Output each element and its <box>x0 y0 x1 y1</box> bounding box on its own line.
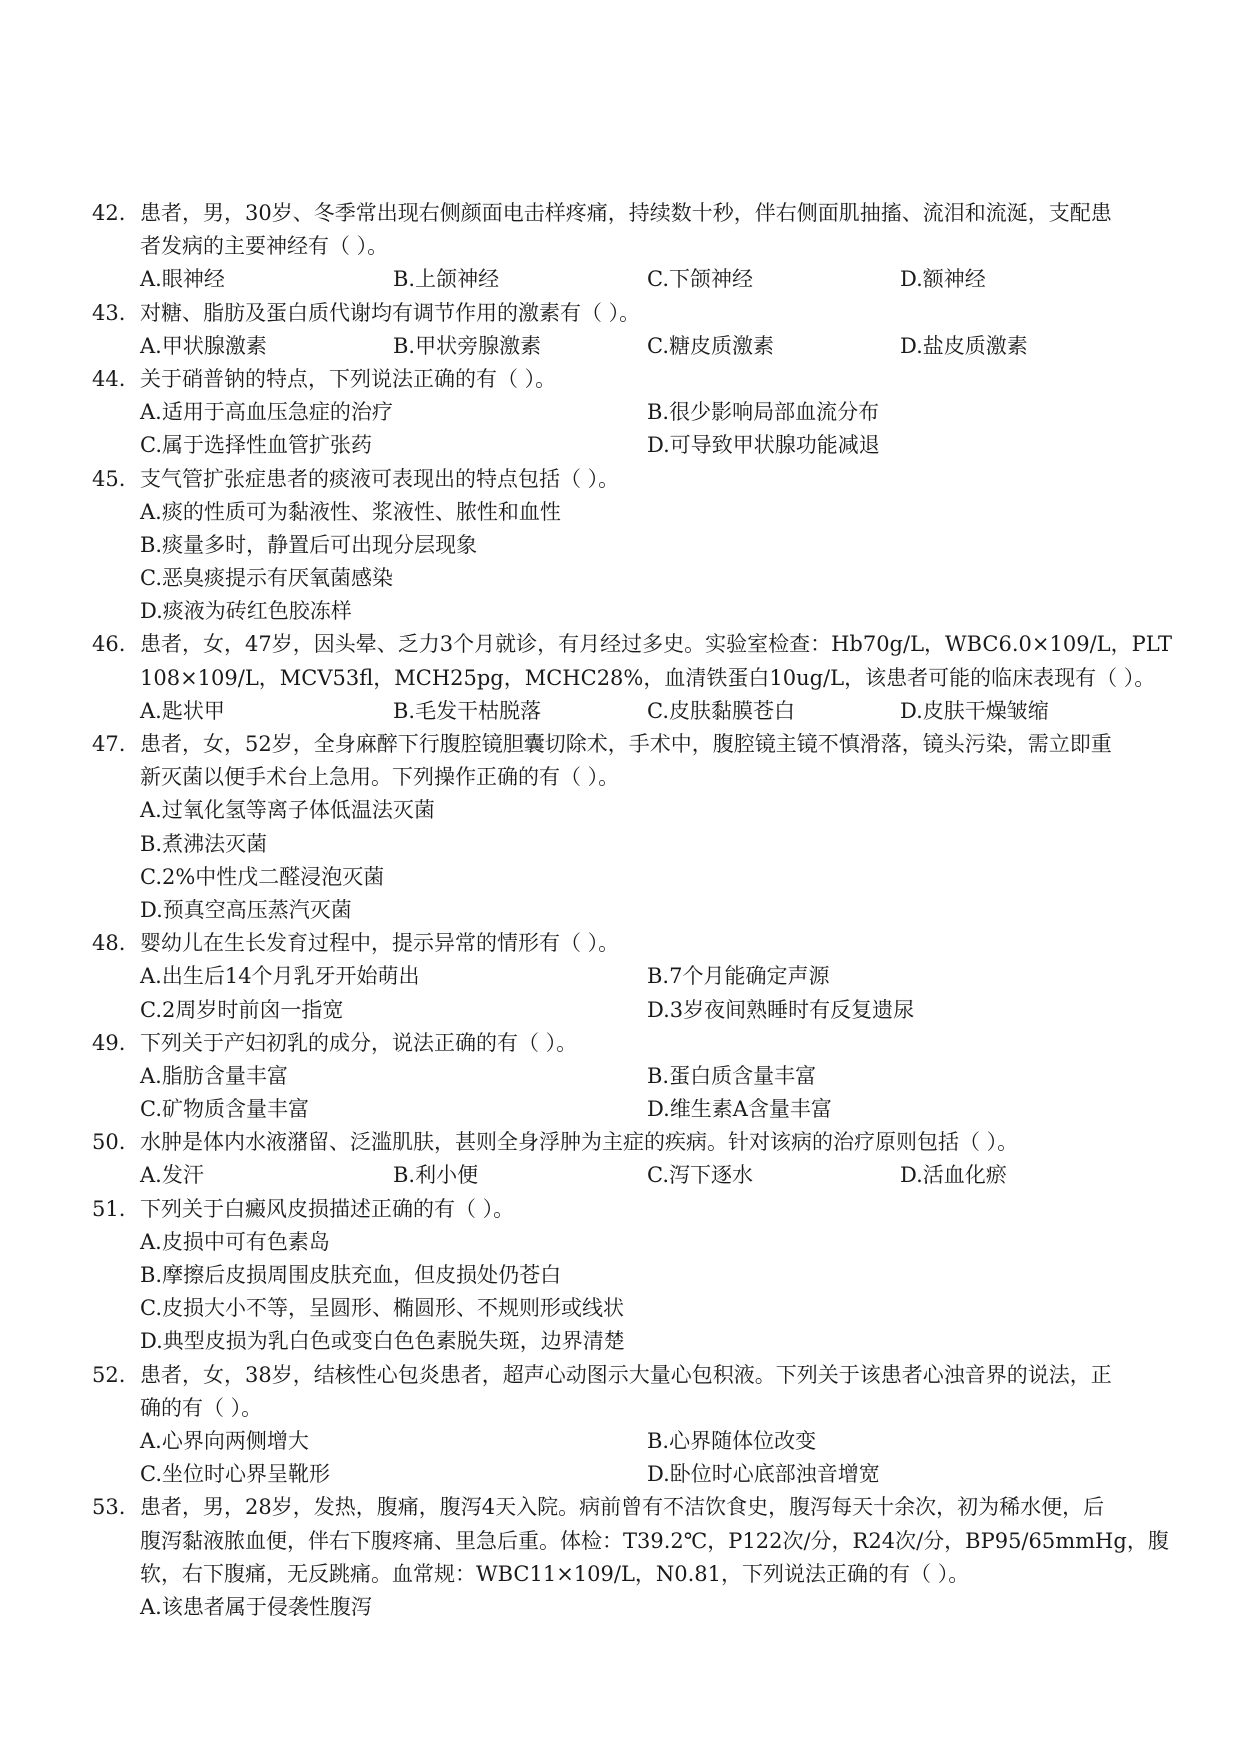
answer-option: A.适用于高血压急症的治疗 <box>140 400 393 425</box>
option-row <box>92 1591 1152 1624</box>
question-item <box>92 197 1152 297</box>
option-row <box>92 1425 1152 1458</box>
answer-option: B.7个月能确定声源 <box>647 964 830 989</box>
answer-option: B.利小便 <box>393 1163 479 1188</box>
option-group <box>140 529 1152 562</box>
question-stem-line <box>92 1193 1152 1226</box>
option-group <box>140 396 1152 429</box>
answer-option: A.过氧化氢等离子体低温法灭菌 <box>140 798 435 823</box>
option-group <box>140 861 1152 894</box>
question-number: 49. <box>92 1030 126 1055</box>
question-stem-text: 患者，女，38岁，结核性心包炎患者，超声心动图示大量心包积液。下列关于该患者心浊音界的说法，正 <box>140 1362 1112 1387</box>
answer-option: B.煮沸法灭菌 <box>140 831 268 856</box>
answer-option: D.活血化瘀 <box>900 1163 1007 1188</box>
question-number: 46. <box>92 632 126 657</box>
answer-option: B.痰量多时，静置后可出现分层现象 <box>140 532 478 557</box>
question-number: 44. <box>92 366 126 391</box>
question-item <box>92 363 1152 463</box>
question-stem-text: 对糖、脂肪及蛋白质代谢均有调节作用的激素有（ ）。 <box>140 300 641 325</box>
option-group <box>140 1591 1152 1624</box>
question-item <box>92 297 1152 363</box>
question-stem-line <box>92 1525 1169 1558</box>
option-row <box>92 695 1152 728</box>
question-stem-text: 患者，男，30岁、冬季常出现右侧颜面电击样疼痛，持续数十秒，伴右侧面肌抽搐、流泪和流涎，支配患 <box>140 201 1112 225</box>
question-number: 42. <box>92 201 126 225</box>
option-row <box>92 994 1152 1027</box>
answer-option: A.出生后14个月乳牙开始萌出 <box>140 964 420 989</box>
question-stem-line <box>92 297 1152 330</box>
question-stem-text: 关于硝普钠的特点，下列说法正确的有（ ）。 <box>140 366 557 391</box>
option-row <box>92 1093 1152 1126</box>
answer-option: C.下颌神经 <box>647 267 753 292</box>
answer-option: B.心界随体位改变 <box>647 1428 817 1453</box>
option-row <box>92 794 1152 827</box>
answer-option: D.3岁夜间熟睡时有反复遗尿 <box>647 997 915 1022</box>
option-row <box>92 828 1152 861</box>
option-group <box>140 894 1152 927</box>
exam-page <box>92 197 1172 1624</box>
answer-option: B.蛋白质含量丰富 <box>647 1063 817 1088</box>
option-group <box>140 994 1152 1027</box>
question-number: 48. <box>92 931 126 956</box>
option-group <box>140 1093 1152 1126</box>
question-stem-text: 婴幼儿在生长发育过程中，提示异常的情形有（ ）。 <box>140 931 620 956</box>
question-stem-text: 患者，女，47岁，因头晕、乏力3个月就诊，有月经过多史。实验室检查：Hb70g/L，WBC6.0×109/L，PLT <box>140 632 1172 657</box>
answer-option: A.脂肪含量丰富 <box>140 1063 288 1088</box>
option-row <box>92 1159 1152 1192</box>
option-group <box>140 595 1152 628</box>
option-row <box>92 1292 1152 1325</box>
answer-option: C.皮损大小不等，呈圆形、椭圆形、不规则形或线状 <box>140 1296 624 1321</box>
option-group <box>140 1425 1152 1458</box>
question-stem-line <box>92 728 1152 761</box>
question-stem-text: 者发病的主要神经有（ ）。 <box>140 234 389 259</box>
question-stem-text: 下列关于产妇初乳的成分，说法正确的有（ ）。 <box>140 1030 578 1055</box>
answer-option: D.额神经 <box>900 267 986 292</box>
question-stem-line <box>92 1027 1152 1060</box>
answer-option: C.矿物质含量丰富 <box>140 1097 309 1122</box>
question-stem-line <box>92 662 1156 695</box>
answer-option: C.坐位时心界呈靴形 <box>140 1462 330 1487</box>
answer-option: C.皮肤黏膜苍白 <box>647 698 795 723</box>
question-stem-line <box>92 1558 1152 1591</box>
question-stem-line <box>92 927 1152 960</box>
option-row <box>92 595 1152 628</box>
option-group <box>140 1159 1152 1192</box>
answer-option: A.心界向两侧增大 <box>140 1428 309 1453</box>
question-stem-line <box>92 230 1152 263</box>
option-group <box>140 828 1152 861</box>
question-number: 53. <box>92 1495 126 1520</box>
question-stem-line <box>92 761 1152 794</box>
question-stem-line <box>92 1359 1152 1392</box>
question-item <box>92 1359 1152 1492</box>
option-row <box>92 562 1152 595</box>
question-stem-text: 下列关于白癜风皮损描述正确的有（ ）。 <box>140 1196 515 1221</box>
answer-option: D.痰液为砖红色胶冻样 <box>140 599 352 624</box>
option-group <box>140 263 1152 296</box>
question-number: 45. <box>92 466 126 491</box>
option-group <box>140 695 1152 728</box>
option-group <box>140 1226 1152 1259</box>
question-stem-text: 确的有（ ）。 <box>140 1395 263 1420</box>
answer-option: A.眼神经 <box>140 267 225 292</box>
question-stem-line <box>92 197 1152 230</box>
answer-option: D.维生素A含量丰富 <box>647 1097 832 1122</box>
question-item <box>92 463 1152 629</box>
question-stem-line <box>92 1392 1152 1425</box>
option-group <box>140 1325 1152 1358</box>
option-row <box>92 529 1152 562</box>
question-stem-line <box>92 363 1152 396</box>
answer-option: D.盐皮质激素 <box>900 333 1028 358</box>
question-number: 51. <box>92 1196 126 1221</box>
option-group <box>140 429 1152 462</box>
question-number: 52. <box>92 1362 126 1387</box>
question-stem-text: 患者，男，28岁，发热，腹痛，腹泻4天入院。病前曾有不洁饮食史，腹泻每天十余次，初为稀水便，后 <box>140 1495 1105 1520</box>
answer-option: D.典型皮损为乳白色或变白色色素脱失斑，边界清楚 <box>140 1329 625 1354</box>
answer-option: D.预真空高压蒸汽灭菌 <box>140 897 352 922</box>
question-stem-text: 患者，女，52岁，全身麻醉下行腹腔镜胆囊切除术，手术中，腹腔镜主镜不慎滑落，镜头污染，需立即重 <box>140 732 1112 756</box>
question-stem-text: 水肿是体内水液潴留、泛滥肌肤，甚则全身浮肿为主症的疾病。针对该病的治疗原则包括（ ）。 <box>140 1130 1019 1155</box>
question-item <box>92 628 1172 728</box>
question-stem-line <box>92 1491 1152 1524</box>
question-item <box>92 927 1152 1027</box>
question-item <box>92 1193 1152 1359</box>
option-row <box>92 1458 1152 1491</box>
option-row <box>92 263 1152 296</box>
option-group <box>140 496 1152 529</box>
question-stem-line <box>92 628 1172 661</box>
option-group <box>140 330 1152 363</box>
question-stem-text: 软，右下腹痛，无反跳痛。血常规：WBC11×109/L，N0.81，下列说法正确的有（ ）。 <box>140 1561 970 1586</box>
question-stem-line <box>92 1126 1152 1159</box>
answer-option: C.属于选择性血管扩张药 <box>140 433 372 458</box>
answer-option: A.发汗 <box>140 1163 204 1188</box>
option-row <box>92 861 1152 894</box>
option-group <box>140 1259 1152 1292</box>
answer-option: B.上颌神经 <box>393 267 500 292</box>
option-row <box>92 960 1152 993</box>
option-row <box>92 1325 1152 1358</box>
option-group <box>140 562 1152 595</box>
answer-option: A.皮损中可有色素岛 <box>140 1229 330 1254</box>
question-item <box>92 1126 1152 1192</box>
answer-option: A.该患者属于侵袭性腹泻 <box>140 1594 372 1619</box>
question-number: 50. <box>92 1130 126 1155</box>
option-row <box>92 894 1152 927</box>
answer-option: B.摩擦后皮损周围皮肤充血，但皮损处仍苍白 <box>140 1263 562 1287</box>
answer-option: A.痰的性质可为黏液性、浆液性、脓性和血性 <box>140 499 561 524</box>
question-item <box>92 1027 1152 1127</box>
option-group <box>140 1292 1152 1325</box>
question-number: 47. <box>92 732 126 756</box>
option-group <box>140 960 1152 993</box>
question-stem-text: 新灭菌以便手术台上急用。下列操作正确的有（ ）。 <box>140 765 620 790</box>
option-group <box>140 794 1152 827</box>
question-stem-line <box>92 463 1152 496</box>
answer-option: C.糖皮质激素 <box>647 333 774 358</box>
answer-option: C.恶臭痰提示有厌氧菌感染 <box>140 566 393 591</box>
question-number: 43. <box>92 300 126 325</box>
question-stem-text: 108×109/L，MCV53fl，MCH25pg，MCHC28%，血清铁蛋白10ug/L，该患者可能的临床表现有（ ）。 <box>140 665 1156 690</box>
answer-option: C.泻下逐水 <box>647 1163 753 1188</box>
question-item <box>92 728 1152 927</box>
answer-option: B.甲状旁腺激素 <box>393 333 542 358</box>
option-group <box>140 1060 1152 1093</box>
answer-option: D.可导致甲状腺功能减退 <box>647 433 880 458</box>
answer-option: B.很少影响局部血流分布 <box>647 400 880 425</box>
option-row <box>92 1226 1152 1259</box>
option-row <box>92 496 1152 529</box>
answer-option: D.卧位时心底部浊音增宽 <box>647 1462 880 1487</box>
question-stem-text: 腹泻黏液脓血便，伴右下腹疼痛、里急后重。体检：T39.2℃，P122次/分，R24次/分，BP95/65mmHg，腹 <box>140 1528 1169 1553</box>
answer-option: A.甲状腺激素 <box>140 333 267 358</box>
option-row <box>92 1060 1152 1093</box>
answer-option: A.匙状甲 <box>140 698 225 723</box>
option-row <box>92 1259 1152 1292</box>
option-row <box>92 429 1152 462</box>
answer-option: C.2%中性戊二醛浸泡灭菌 <box>140 864 385 889</box>
answer-option: B.毛发干枯脱落 <box>393 698 542 723</box>
option-row <box>92 396 1152 429</box>
answer-option: C.2周岁时前囟一指宽 <box>140 997 344 1022</box>
answer-option: D.皮肤干燥皱缩 <box>900 698 1049 723</box>
question-stem-text: 支气管扩张症患者的痰液可表现出的特点包括（ ）。 <box>140 466 620 491</box>
option-group <box>140 1458 1152 1491</box>
question-item <box>92 1491 1169 1624</box>
option-row <box>92 330 1152 363</box>
